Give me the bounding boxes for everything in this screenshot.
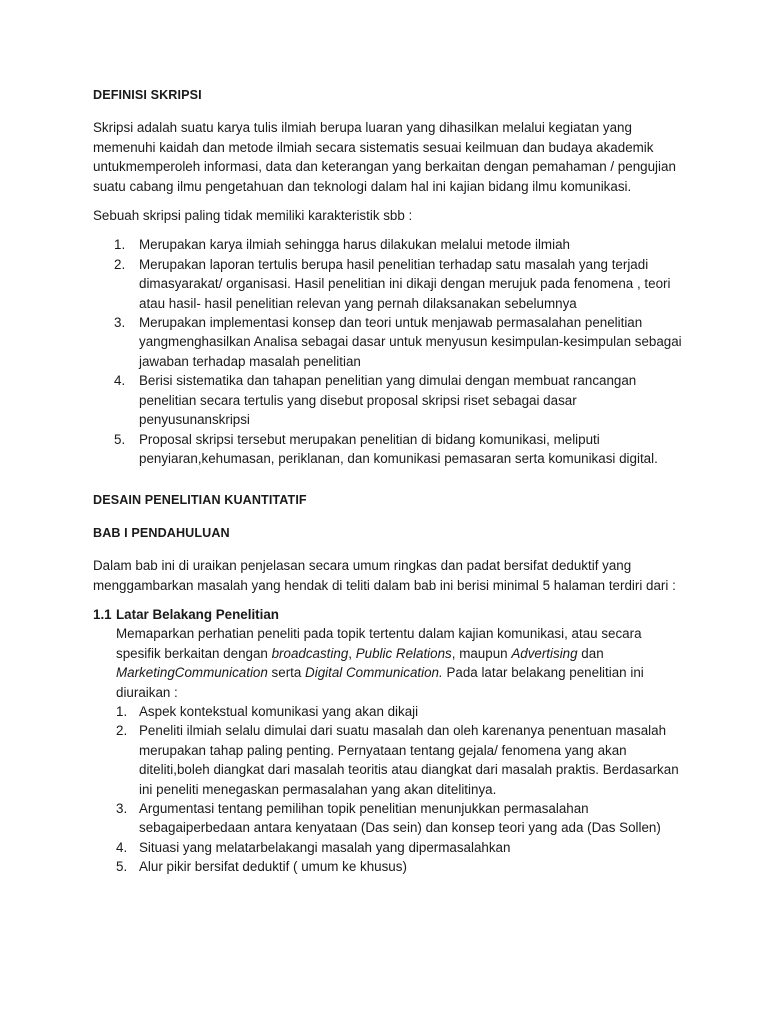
list-number: 2. xyxy=(116,723,128,739)
latar-belakang-list xyxy=(93,702,683,877)
italic-term: MarketingCommunication xyxy=(116,665,268,681)
list-item xyxy=(93,430,683,469)
list-number: 3. xyxy=(114,315,126,331)
list-number: 5. xyxy=(116,859,128,875)
list-text: Merupakan implementasi konsep dan teori untuk menjawab permasalahan penelitian yangmenghasilkan Analisa sebagai dasar untuk menyusun kesimpulan-kesimpulan sebagai jawaban terhadap masalah penelitian xyxy=(139,315,682,369)
list-item xyxy=(93,857,683,876)
list-item xyxy=(93,702,683,721)
italic-term: Digital Communication. xyxy=(305,665,443,681)
list-number: 1. xyxy=(116,703,128,719)
subsection-body xyxy=(93,624,683,702)
list-number: 4. xyxy=(114,373,126,389)
document-page xyxy=(93,86,683,877)
text-run: , maupun xyxy=(451,645,512,661)
list-text: Berisi sistematika dan tahapan penelitian yang dimulai dengan membuat rancangan penelitian secara tertulis yang disebut proposal skripsi riset sebagai dasar penyusunanskripsi xyxy=(139,373,637,428)
list-item xyxy=(93,235,683,254)
italic-term: broadcasting xyxy=(271,645,349,661)
definisi-paragraph: Skripsi adalah suatu karya tulis ilmiah berupa luaran yang dihasilkan melalui kegiatan yang memenuhi kaidah dan metode ilmiah secara sistematis sesuai keilmuan dan budaya akademik untukmemperoleh informasi, data dan keterangan yang berkaitan dengan pemahaman / pengujian suatu cabang ilmu pengetahuan dan teknologi dalam hal ini kajian bidang ilmu komunikasi. xyxy=(93,120,676,194)
italic-term: Advertising xyxy=(511,645,578,661)
text-run: , xyxy=(348,645,356,661)
italic-term: Public Relations xyxy=(355,645,452,661)
text-run: Memaparkan perhatian peneliti pada topik tertentu dalam kajian komunikasi, atau secara spesifik berkaitan dengan xyxy=(116,626,642,661)
list-text: Peneliti ilmiah selalu dimulai dari suatu masalah dan oleh karenanya penentuan masalah merupakan tahap paling penting. Pernyataan tentang gejala/ fenomena yang akan diteliti,boleh diangkat dari masalah teoritis atau diangkat dari masalah praktis. Berdasarkan ini peneliti menegaskan permasalahan yang akan ditelitinya. xyxy=(139,723,679,797)
list-item xyxy=(93,721,683,799)
subsection-title: Latar Belakang Penelitian xyxy=(116,606,279,622)
list-text: Situasi yang melatarbelakangi masalah yang dipermasalahkan xyxy=(139,839,511,855)
list-number: 5. xyxy=(114,431,126,447)
section-heading-desain: DESAIN PENELITIAN KUANTITATIF xyxy=(93,493,307,508)
list-item xyxy=(93,838,683,857)
list-text: Merupakan karya ilmiah sehingga harus dilakukan melalui metode ilmiah xyxy=(139,237,570,253)
karakteristik-intro: Sebuah skripsi paling tidak memiliki karakteristik sbb : xyxy=(93,208,413,224)
section-heading-definisi: DEFINISI SKRIPSI xyxy=(93,88,202,102)
list-number: 3. xyxy=(116,801,128,816)
bab1-paragraph: Dalam bab ini di uraikan penjelasan secara umum ringkas dan padat bersifat deduktif yang menggambarkan masalah yang hendak di teliti dalam bab ini berisi minimal 5 halaman terdiri dari : xyxy=(93,558,676,593)
section-heading-bab1: BAB I PENDAHULUAN xyxy=(93,525,230,540)
list-text: Alur pikir bersifat deduktif ( umum ke khusus) xyxy=(139,859,407,875)
list-number: 4. xyxy=(116,839,128,855)
list-text: Merupakan laporan tertulis berupa hasil penelitian terhadap satu masalah yang terjadi dimasyarakat/ organisasi. Hasil penelitian ini dikaji dengan merujuk pada fenomena , teori atau hasil- hasil penelitian relevan yang pernah dilaksanakan sebelumnya xyxy=(139,256,671,311)
subsection-number: 1.1 xyxy=(93,606,112,622)
list-text: Proposal skripsi tersebut merupakan penelitian di bidang komunikasi, meliputi penyiaran,kehumasan, periklanan, dan komunikasi pemasaran serta komunikasi digital. xyxy=(139,431,658,466)
text-run: serta xyxy=(267,665,306,681)
list-item xyxy=(93,313,683,371)
list-number: 1. xyxy=(114,237,126,253)
list-item xyxy=(93,371,683,429)
karakteristik-list xyxy=(93,235,683,468)
list-item xyxy=(93,799,683,838)
list-number: 2. xyxy=(114,256,126,272)
list-text: Aspek kontekstual komunikasi yang akan dikaji xyxy=(139,703,419,719)
list-text: Argumentasi tentang pemilihan topik penelitian menunjukkan permasalahan sebagaiperbedaan antara kenyataan (Das sein) dan konsep teori yang ada (Das Sollen) xyxy=(139,801,661,836)
subsection-heading xyxy=(93,605,683,624)
latar-belakang-paragraph xyxy=(116,624,683,702)
text-run: Pada latar belakang penelitian ini diuraikan : xyxy=(116,665,644,700)
text-run: dan xyxy=(577,645,604,661)
list-item xyxy=(93,255,683,313)
